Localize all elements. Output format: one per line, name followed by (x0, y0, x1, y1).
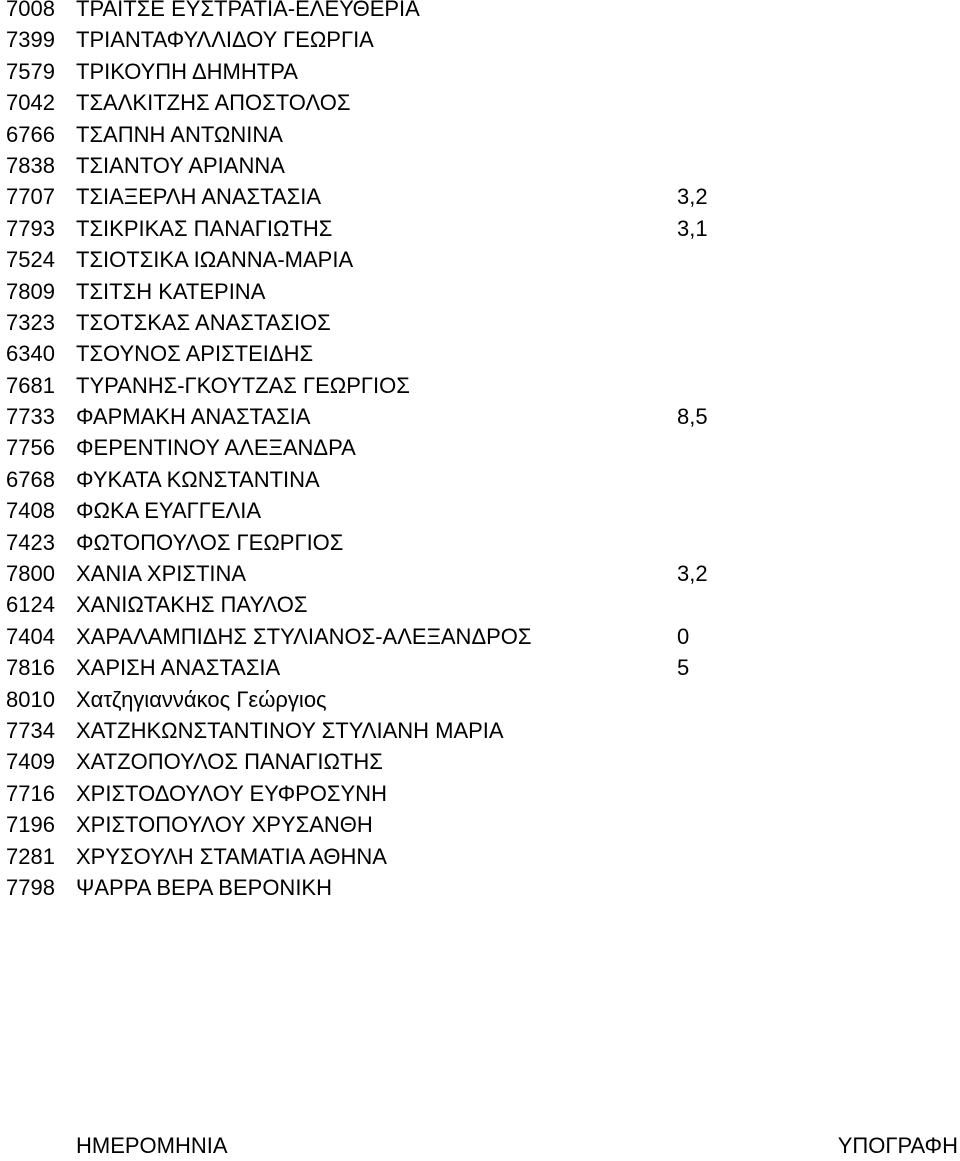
student-name: Χατζηγιαννάκος Γεώργιος (76, 686, 327, 712)
list-item (0, 338, 960, 369)
student-name: ΦΕΡΕΝΤΙΝΟΥ ΑΛΕΞΑΝΔΡΑ (76, 435, 356, 461)
student-code: 7409 (6, 749, 55, 775)
student-name: ΧΡΥΣΟΥΛΗ ΣΤΑΜΑΤΙΑ ΑΘΗΝΑ (76, 843, 387, 869)
student-grade: 3,1 (677, 215, 708, 241)
student-code: 7733 (6, 404, 55, 430)
list-item (0, 181, 960, 212)
student-name: ΤΡΙΑΝΤΑΦΥΛΛΙΔΟΥ ΓΕΩΡΓΙΑ (76, 27, 374, 53)
list-item (0, 589, 960, 620)
student-code: 7423 (6, 529, 55, 555)
student-grade: 5 (677, 655, 690, 681)
list-item (0, 746, 960, 777)
student-name: ΧΑΝΙΩΤΑΚΗΣ ΠΑΥΛΟΣ (76, 592, 308, 618)
list-item (0, 715, 960, 746)
student-code: 7734 (6, 717, 55, 743)
list-item (0, 87, 960, 118)
student-code: 6768 (6, 466, 55, 492)
student-code: 7716 (6, 780, 55, 806)
student-name: ΤΣΑΠΝΗ ΑΝΤΩΝΙΝΑ (76, 121, 283, 147)
list-item (0, 809, 960, 840)
list-item (0, 621, 960, 652)
student-code: 8010 (6, 686, 55, 712)
list-item (0, 56, 960, 87)
student-name: ΧΡΙΣΤΟΔΟΥΛΟΥ ΕΥΦΡΟΣΥΝΗ (76, 780, 387, 806)
list-item (0, 213, 960, 244)
student-code: 7838 (6, 152, 55, 178)
student-name: ΨΑΡΡΑ ΒΕΡΑ ΒΕΡΟΝΙΚΗ (76, 874, 332, 900)
list-item (0, 24, 960, 55)
list-item (0, 0, 960, 24)
student-name: ΤΣΙΚΡΙΚΑΣ ΠΑΝΑΓΙΩΤΗΣ (76, 215, 333, 241)
student-code: 7524 (6, 247, 55, 273)
student-name: ΤΣΟΥΝΟΣ ΑΡΙΣΤΕΙΔΗΣ (76, 341, 314, 367)
student-name: ΧΑΤΖΗΚΩΝΣΤΑΝΤΙΝΟΥ ΣΤΥΛΙΑΝΗ ΜΑΡΙΑ (76, 717, 504, 743)
student-code: 7798 (6, 874, 55, 900)
student-name: ΤΣΑΛΚΙΤΖΗΣ ΑΠΟΣΤΟΛΟΣ (76, 90, 351, 116)
list-item (0, 778, 960, 809)
student-code: 6340 (6, 341, 55, 367)
signature-label: ΥΠΟΓΡΑΦΗ (837, 1133, 958, 1158)
student-code: 7800 (6, 561, 55, 587)
student-code: 6766 (6, 121, 55, 147)
list-item (0, 119, 960, 150)
student-code: 7042 (6, 90, 55, 116)
student-name: ΤΣΙΑΝΤΟΥ ΑΡΙΑΝΝΑ (76, 152, 285, 178)
list-item (0, 370, 960, 401)
list-item (0, 684, 960, 715)
student-name: ΧΑΤΖΟΠΟΥΛΟΣ ΠΑΝΑΓΙΩΤΗΣ (76, 749, 383, 775)
student-grade: 3,2 (677, 184, 708, 210)
student-code: 7809 (6, 278, 55, 304)
student-name: ΧΑΡΙΣΗ ΑΝΑΣΤΑΣΙΑ (76, 655, 281, 681)
student-code: 7681 (6, 372, 55, 398)
student-name: ΧΑΝΙΑ ΧΡΙΣΤΙΝΑ (76, 561, 247, 587)
student-code: 7008 (6, 0, 55, 21)
list-item (0, 652, 960, 683)
student-grade: 0 (677, 623, 690, 649)
student-name: ΦΩΚΑ ΕΥΑΓΓΕΛΙΑ (76, 498, 262, 524)
student-code: 7707 (6, 184, 55, 210)
student-code: 6124 (6, 592, 55, 618)
student-code: 7404 (6, 623, 55, 649)
student-name: ΤΥΡΑΝΗΣ-ΓΚΟΥΤΖΑΣ ΓΕΩΡΓΙΟΣ (76, 372, 410, 398)
student-name: ΤΡΑΙΤΣΕ ΕΥΣΤΡΑΤΙΑ-ΕΛΕΥΘΕΡΙΑ (76, 0, 420, 21)
student-code: 7793 (6, 215, 55, 241)
list-item (0, 495, 960, 526)
student-code: 7408 (6, 498, 55, 524)
list-item (0, 558, 960, 589)
student-code: 7579 (6, 58, 55, 84)
list-item (0, 464, 960, 495)
list-item (0, 244, 960, 275)
student-name: ΦΩΤΟΠΟΥΛΟΣ ΓΕΩΡΓΙΟΣ (76, 529, 344, 555)
student-code: 7281 (6, 843, 55, 869)
student-grade: 8,5 (677, 404, 708, 430)
student-name: ΧΑΡΑΛΑΜΠΙΔΗΣ ΣΤΥΛΙΑΝΟΣ-ΑΛΕΞΑΝΔΡΟΣ (76, 623, 532, 649)
student-code: 7756 (6, 435, 55, 461)
student-code: 7323 (6, 309, 55, 335)
list-item (0, 527, 960, 558)
student-name: ΤΣΙΟΤΣΙΚΑ ΙΩΑΝΝΑ-ΜΑΡΙΑ (76, 247, 354, 273)
student-name: ΦΑΡΜΑΚΗ ΑΝΑΣΤΑΣΙΑ (76, 404, 311, 430)
list-item (0, 150, 960, 181)
student-name: ΧΡΙΣΤΟΠΟΥΛΟΥ ΧΡΥΣΑΝΘΗ (76, 812, 373, 838)
student-code: 7816 (6, 655, 55, 681)
list-item (0, 401, 960, 432)
list-item (0, 276, 960, 307)
student-code: 7196 (6, 812, 55, 838)
student-name: ΤΣΟΤΣΚΑΣ ΑΝΑΣΤΑΣΙΟΣ (76, 309, 331, 335)
list-item (0, 307, 960, 338)
student-name: ΤΡΙΚΟΥΠΗ ΔΗΜΗΤΡΑ (76, 58, 298, 84)
student-grade: 3,2 (677, 561, 708, 587)
list-item (0, 872, 960, 903)
student-name: ΤΣΙΤΣΗ ΚΑΤΕΡΙΝΑ (76, 278, 266, 304)
student-name: ΤΣΙΑΞΕΡΛΗ ΑΝΑΣΤΑΣΙΑ (76, 184, 322, 210)
student-name: ΦΥΚΑΤΑ ΚΩΝΣΤΑΝΤΙΝΑ (76, 466, 320, 492)
date-label: ΗΜΕΡΟΜΗΝΙΑ (76, 1133, 228, 1158)
student-code: 7399 (6, 27, 55, 53)
list-item (0, 432, 960, 463)
list-item (0, 841, 960, 872)
